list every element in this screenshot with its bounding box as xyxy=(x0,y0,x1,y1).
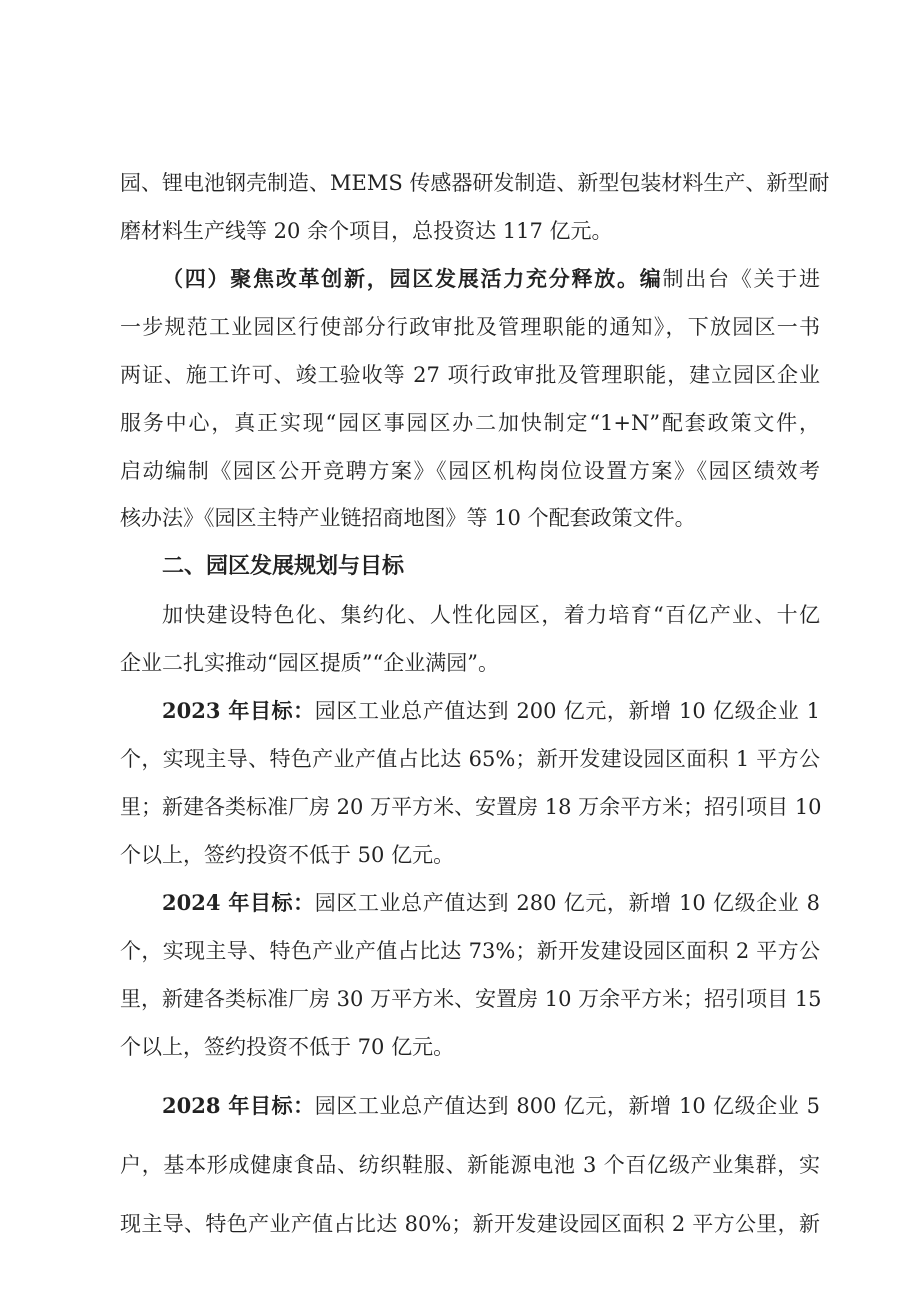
text-line xyxy=(162,1091,820,1121)
text-segment: 制出台《关于进 xyxy=(662,267,820,291)
text-line: 磨材料生产线等 20 余个项目，总投资达 117 亿元。 xyxy=(120,219,613,243)
text-line: 两证、施工许可、竣工验收等 27 项行政审批及管理职能，建立园区企业 xyxy=(120,363,820,387)
text-line: 启动编制《园区公开竞聘方案》《园区机构岗位设置方案》《园区绩效考 xyxy=(120,459,820,483)
section-lead: （四）聚焦改革创新，园区发展活力充分释放。编 xyxy=(162,266,663,291)
text-line: 一步规范工业园区行使部分行政审批及管理职能的通知》，下放园区一书 xyxy=(120,315,820,339)
text-line: 加快建设特色化、集约化、人性化园区，着力培育“百亿产业、十亿 xyxy=(162,603,820,627)
text-line: 里；新建各类标准厂房 20 万平方米、安置房 18 万余平方米；招引项目 10 xyxy=(120,795,822,819)
text-segment: 园区工业总产值达到 200 亿元，新增 10 亿级企业 1 xyxy=(314,699,820,723)
text-segment: 园区工业总产值达到 280 亿元，新增 10 亿级企业 8 xyxy=(314,891,820,915)
text-line: 个以上，签约投资不低于 70 亿元。 xyxy=(120,1035,455,1059)
text-line: 个，实现主导、特色产业产值占比达 73%；新开发建设园区面积 2 平方公 xyxy=(120,939,820,963)
text-line: 户，基本形成健康食品、纺织鞋服、新能源电池 3 个百亿级产业集群，实 xyxy=(120,1153,820,1177)
text-line: 企业二扎实推动“园区提质”“企业满园”。 xyxy=(120,651,499,675)
text-line: 园、锂电池钢壳制造、MEMS 传感器研发制造、新型包装材料生产、新型耐 xyxy=(120,171,830,195)
text-line xyxy=(162,264,820,294)
text-line: 里，新建各类标准厂房 30 万平方米、安置房 10 万余平方米；招引项目 15 xyxy=(120,987,822,1011)
text-line: 个以上，签约投资不低于 50 亿元。 xyxy=(120,843,455,867)
section-heading: 二、园区发展规划与目标 xyxy=(162,554,405,579)
text-segment: 园区工业总产值达到 800 亿元，新增 10 亿级企业 5 xyxy=(314,1094,820,1118)
goal-label: 2023 年目标： xyxy=(162,698,315,723)
text-line: 现主导、特色产业产值占比达 80%；新开发建设园区面积 2 平方公里，新 xyxy=(120,1212,820,1236)
text-line: 核办法》《园区主特产业链招商地图》等 10 个配套政策文件。 xyxy=(120,506,696,530)
text-line xyxy=(162,888,820,918)
text-line: 个，实现主导、特色产业产值占比达 65%；新开发建设园区面积 1 平方公 xyxy=(120,747,820,771)
goal-label: 2024 年目标： xyxy=(162,890,315,915)
goal-label: 2028 年目标： xyxy=(162,1093,315,1118)
text-line xyxy=(162,696,820,726)
text-line: 服务中心，真正实现“园区事园区办二加快制定“1+N”配套政策文件， xyxy=(120,411,820,435)
